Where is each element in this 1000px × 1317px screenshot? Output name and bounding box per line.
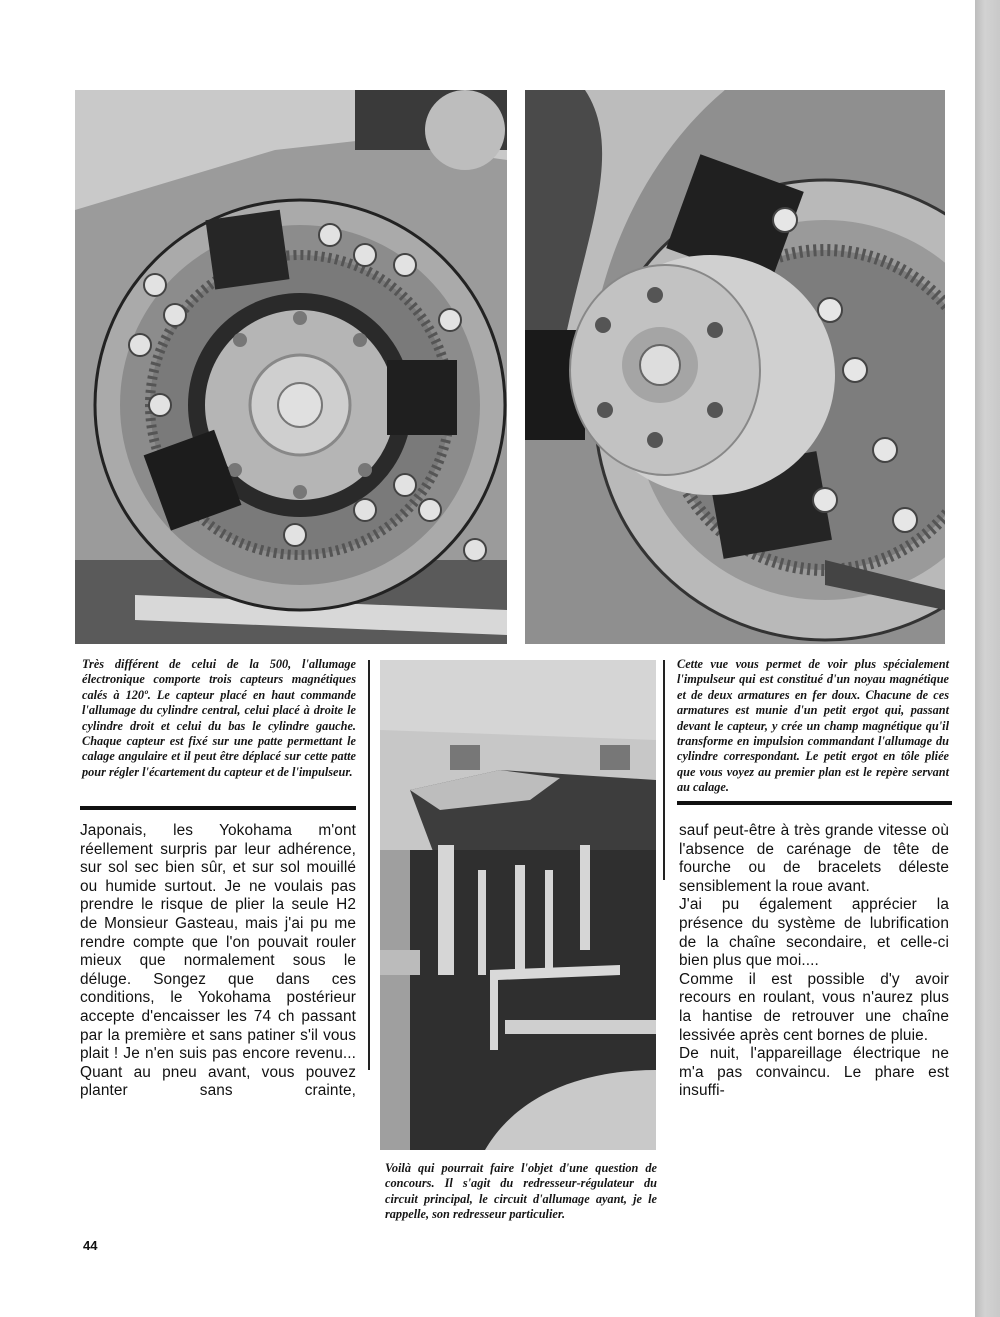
- article-paragraph: J'ai pu également apprécier la présence du système de lubrification de la chaîne secondaire, et celle-ci bien plus que moi....: [679, 896, 949, 970]
- caption-rectifier: Voilà qui pourrait faire l'objet d'une question de concours. Il s'agit du redresseur-régulateur du circuit principal, le circuit d'allumage ayant, je le rappelle, son redresseur particulier.: [385, 1161, 657, 1222]
- article-column-left: [80, 822, 356, 1101]
- photo-rectifier-regulator-image: [380, 660, 656, 1150]
- caption-divider-left: [80, 806, 356, 810]
- article-paragraph: Japonais, les Yokohama m'ont réellement surpris par leur adhérence, sur sol sec bien sûr, et sur sol mouillé ou humide surtout. Je ne voulais pas prendre le risque de plier la seule H2 de Monsieur Gasteau, mais j'ai pu me rendre compte que l'on pouvait rouler mieux que normalement sous le déluge. Songez que dans ces conditions, le Yokohama postérieur accepte d'encaisser les 74 ch passant par la première et sans patiner s'il vous plait ! Je n'en suis pas encore revenu... Quant au pneu avant, vous pouvez planter sans crainte,: [80, 822, 356, 1100]
- article-paragraph: sauf peut-être à très grande vitesse où l'absence de carénage de tête de fourche ou de bracelets déleste sensiblement la roue avant.: [679, 822, 949, 895]
- article-paragraph: De nuit, l'appareillage électrique ne m'a pas convaincu. Le phare est insuffi-: [679, 1045, 949, 1100]
- column-rule-left: [368, 660, 370, 1070]
- photo-pulser-closeup-image: [525, 90, 945, 644]
- article-column-right: [679, 822, 949, 1101]
- caption-ignition-stator: Très différent de celui de la 500, l'allumage électronique comporte trois capteurs magnétiques calés à 120º. Le capteur placé en haut commande l'allumage du cylindre central, celui placé à droite le cylindre droit et celui du bas le cylindre gauche. Chaque capteur est fixé sur une patte permettant le calage angulaire et il peut être déplacé sur cette patte pour régler l'écartement du capteur et de l'impulseur.: [82, 657, 356, 779]
- column-rule-right: [663, 660, 665, 880]
- caption-divider-right: [677, 801, 952, 805]
- photo-rectifier-regulator: [380, 660, 656, 1150]
- photo-ignition-stator: [75, 90, 507, 644]
- photo-pulser-closeup: [525, 90, 945, 644]
- caption-pulser: Cette vue vous permet de voir plus spécialement l'impulseur qui est constitué d'un noyau magnétique et de deux armatures en fer doux. Chacune de ces armatures est munie d'un petit ergot qui, passant devant le capteur, y crée un champ magnétique qu'il transforme en impulsion commandant l'allumage du cylindre correspondant. Le petit ergot en tôle pliée que vous voyez au premier plan est le repère servant au calage.: [677, 657, 949, 795]
- article-paragraph: Comme il est possible d'y avoir recours en roulant, vous n'aurez plus la hantise de retrouver une chaîne lessivée après cent bornes de pluie.: [679, 970, 949, 1044]
- page-number: 44: [83, 1238, 98, 1253]
- photo-ignition-stator-image: [75, 90, 507, 644]
- page-edge-shadow: [975, 0, 1000, 1317]
